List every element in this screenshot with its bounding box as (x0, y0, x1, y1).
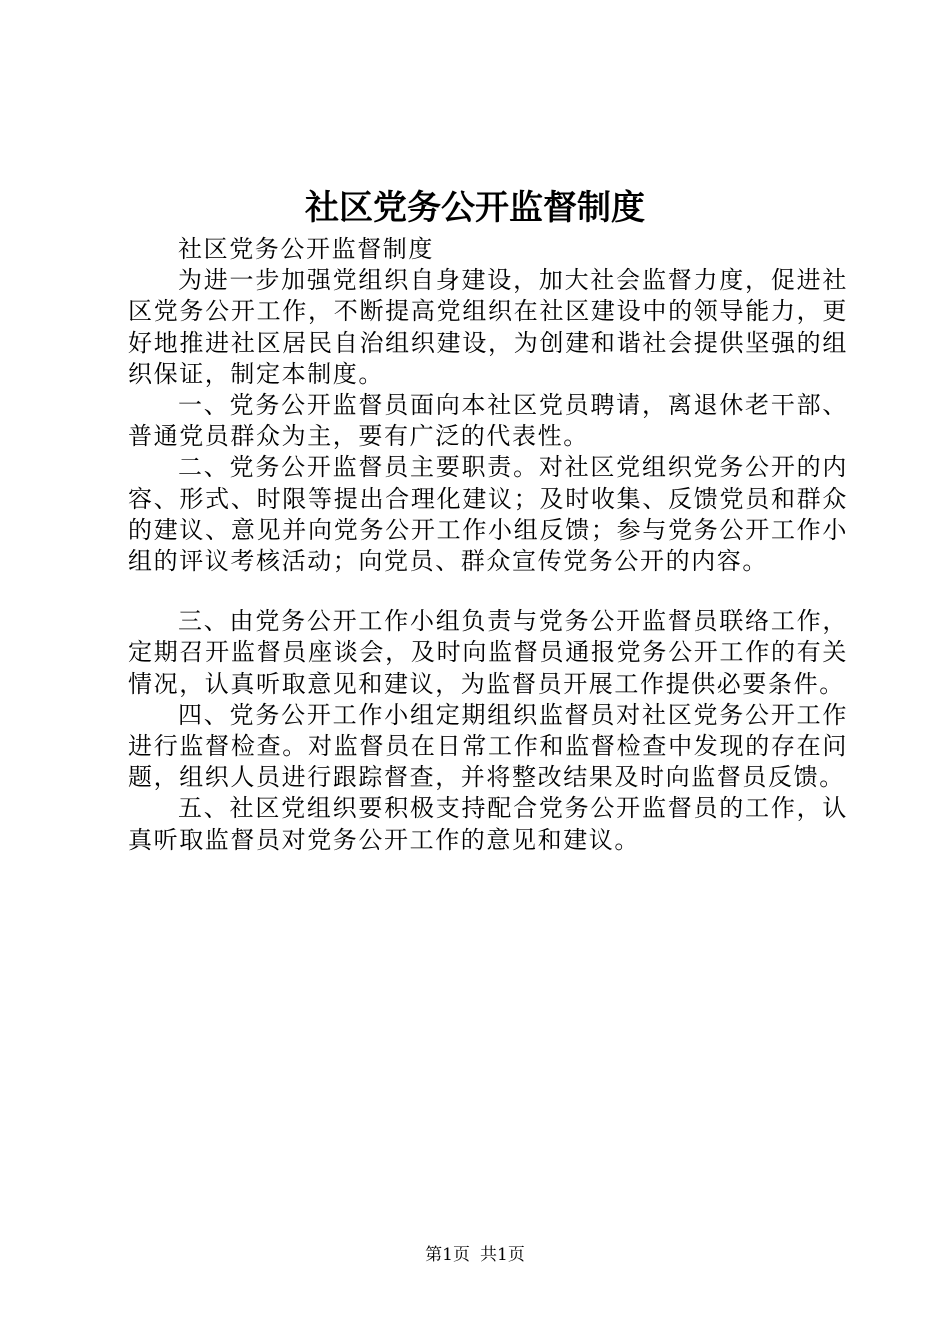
page-footer (0, 1244, 950, 1266)
document-subtitle: 社区党务公开监督制度 (178, 235, 434, 263)
document-title: 社区党务公开监督制度 (305, 188, 645, 228)
document-body (128, 234, 848, 856)
paragraph-item-4: 四、党务公开工作小组定期组织监督员对社区党务公开工作进行监督检查。对监督员在日常工作和监督检查中发现的存在问题，组织人员进行跟踪督查，并将整改结果及时向监督员反馈。 (128, 700, 848, 792)
paragraph-item-5: 五、社区党组织要积极支持配合党务公开监督员的工作，认真听取监督员对党务公开工作的意见和建议。 (128, 794, 848, 854)
paragraph-item-1: 一、党务公开监督员面向本社区党员聘请，离退休老干部、普通党员群众为主，要有广泛的代表性。 (128, 391, 848, 451)
page-number: 第1页 (425, 1245, 470, 1265)
paragraph-item-3: 三、由党务公开工作小组负责与党务公开监督员联络工作，定期召开监督员座谈会，及时向监督员通报党务公开工作的有关情况，认真听取意见和建议，为监督员开展工作提供必要条件。 (128, 607, 848, 698)
paragraph-item-2: 二、党务公开监督员主要职责。对社区党组织党务公开的内容、形式、时限等提出合理化建议；及时收集、反馈党员和群众的建议、意见并向党务公开工作小组反馈；参与党务公开工作小组的评议考核活动；向党员、群众宣传党务公开的内容。 (128, 453, 848, 576)
paragraph-intro: 为进一步加强党组织自身建设，加大社会监督力度，促进社区党务公开工作，不断提高党组织在社区建设中的领导能力，更好地推进社区居民自治组织建设，为创建和谐社会提供坚强的组织保证，制定本制度。 (128, 266, 848, 388)
page-total: 共1页 (480, 1245, 525, 1265)
